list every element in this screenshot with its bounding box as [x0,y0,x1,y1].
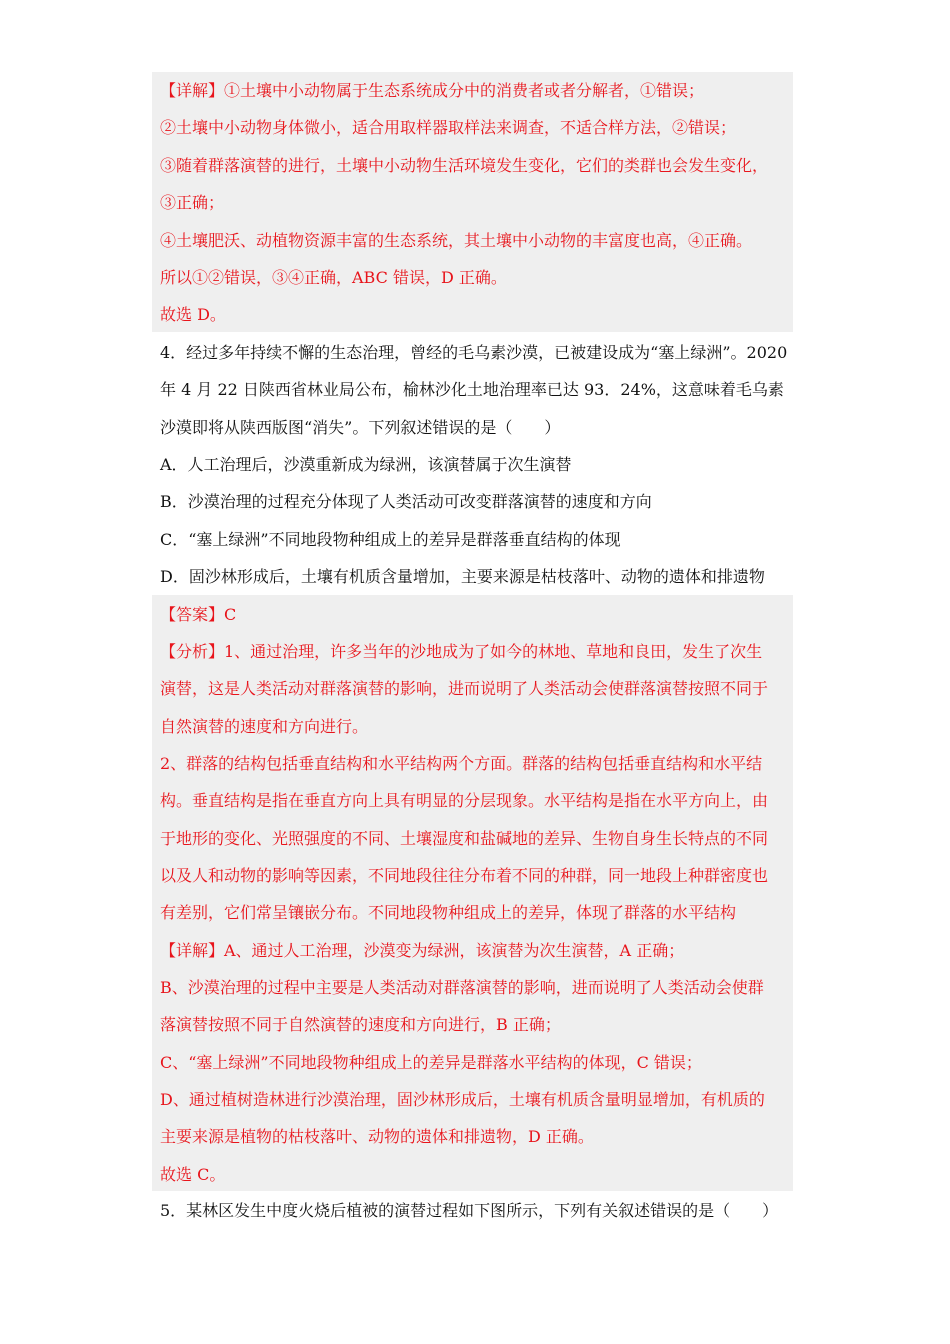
question-4-option-c: C．“塞上绿洲”不同地段物种组成上的差异是群落垂直结构的体现 [160,530,621,549]
explanation-line: D、通过植树造林进行沙漠治理，固沙林形成后，土壤有机质含量明显增加，有机质的 [160,1090,765,1109]
final-answer-line: 故选 D。 [160,305,226,324]
question-4-stem: 沙漠即将从陕西版图“消失”。下列叙述错误的是（ ） [160,418,561,437]
analysis-line: 以及人和动物的影响等因素，不同地段往往分布着不同的种群，同一地段上种群密度也 [160,866,769,885]
explanation-block-q3 [152,72,793,332]
explanation-line: B、沙漠治理的过程中主要是人类活动对群落演替的影响，进而说明了人类活动会使群 [160,978,764,997]
explanation-line: 主要来源是植物的枯枝落叶、动物的遗体和排遗物，D 正确。 [160,1127,594,1146]
question-4-option-d: D．固沙林形成后，土壤有机质含量增加，主要来源是枯枝落叶、动物的遗体和排遗物 [160,567,765,586]
question-4-option-b: B．沙漠治理的过程充分体现了人类活动可改变群落演替的速度和方向 [160,492,652,511]
analysis-line: 演替，这是人类活动对群落演替的影响，进而说明了人类活动会使群落演替按照不同于 [160,679,769,698]
analysis-line: 构。垂直结构是指在垂直方向上具有明显的分层现象。水平结构是指在水平方向上，由 [160,791,769,810]
explanation-line: ②土壤中小动物身体微小，适合用取样器取样法来调查，不适合样方法，②错误； [160,118,737,137]
analysis-line: 于地形的变化、光照强度的不同、土壤湿度和盐碱地的差异、生物自身生长特点的不同 [160,829,769,848]
explanation-line: 【详解】A、通过人工治理，沙漠变为绿洲，该演替为次生演替，A 正确； [160,941,685,960]
analysis-line: 有差别，它们常呈镶嵌分布。不同地段物种组成上的差异，体现了群落的水平结构 [160,903,737,922]
question-4-stem: 年 4 月 22 日陕西省林业局公布，榆林沙化土地治理率已达 93．24%，这意味着毛乌素 [160,380,784,399]
analysis-line: 自然演替的速度和方向进行。 [160,717,369,736]
analysis-line: 【分析】1、通过治理，许多当年的沙地成为了如今的林地、草地和良田，发生了次生 [160,642,763,661]
question-5-stem: 5．某林区发生中度火烧后植被的演替过程如下图所示，下列有关叙述错误的是（ ） [160,1201,779,1220]
explanation-line: C、“塞上绿洲”不同地段物种组成上的差异是群落水平结构的体现，C 错误； [160,1053,702,1072]
explanation-line: 落演替按照不同于自然演替的速度和方向进行，B 正确； [160,1015,561,1034]
question-4-stem: 4．经过多年持续不懈的生态治理，曾经的毛乌素沙漠，已被建设成为“塞上绿洲”。2020 [160,343,788,362]
explanation-line: 【详解】①土壤中小动物属于生态系统成分中的消费者或者分解者，①错误； [160,81,705,100]
analysis-line: 2、群落的结构包括垂直结构和水平结构两个方面。群落的结构包括垂直结构和水平结 [160,754,763,773]
explanation-line: ④土壤肥沃、动植物资源丰富的生态系统，其土壤中小动物的丰富度也高，④正确。 [160,231,753,250]
explanation-line: ③正确； [160,193,225,212]
explanation-line: 所以①②错误，③④正确，ABC 错误，D 正确。 [160,268,507,287]
final-answer-line: 故选 C。 [160,1165,226,1184]
explanation-line: ③随着群落演替的进行，土壤中小动物生活环境发生变化，它们的类群也会发生变化， [160,156,769,175]
question-4-option-a: A．人工治理后，沙漠重新成为绿洲，该演替属于次生演替 [160,455,572,474]
answer-line: 【答案】C [160,605,237,624]
